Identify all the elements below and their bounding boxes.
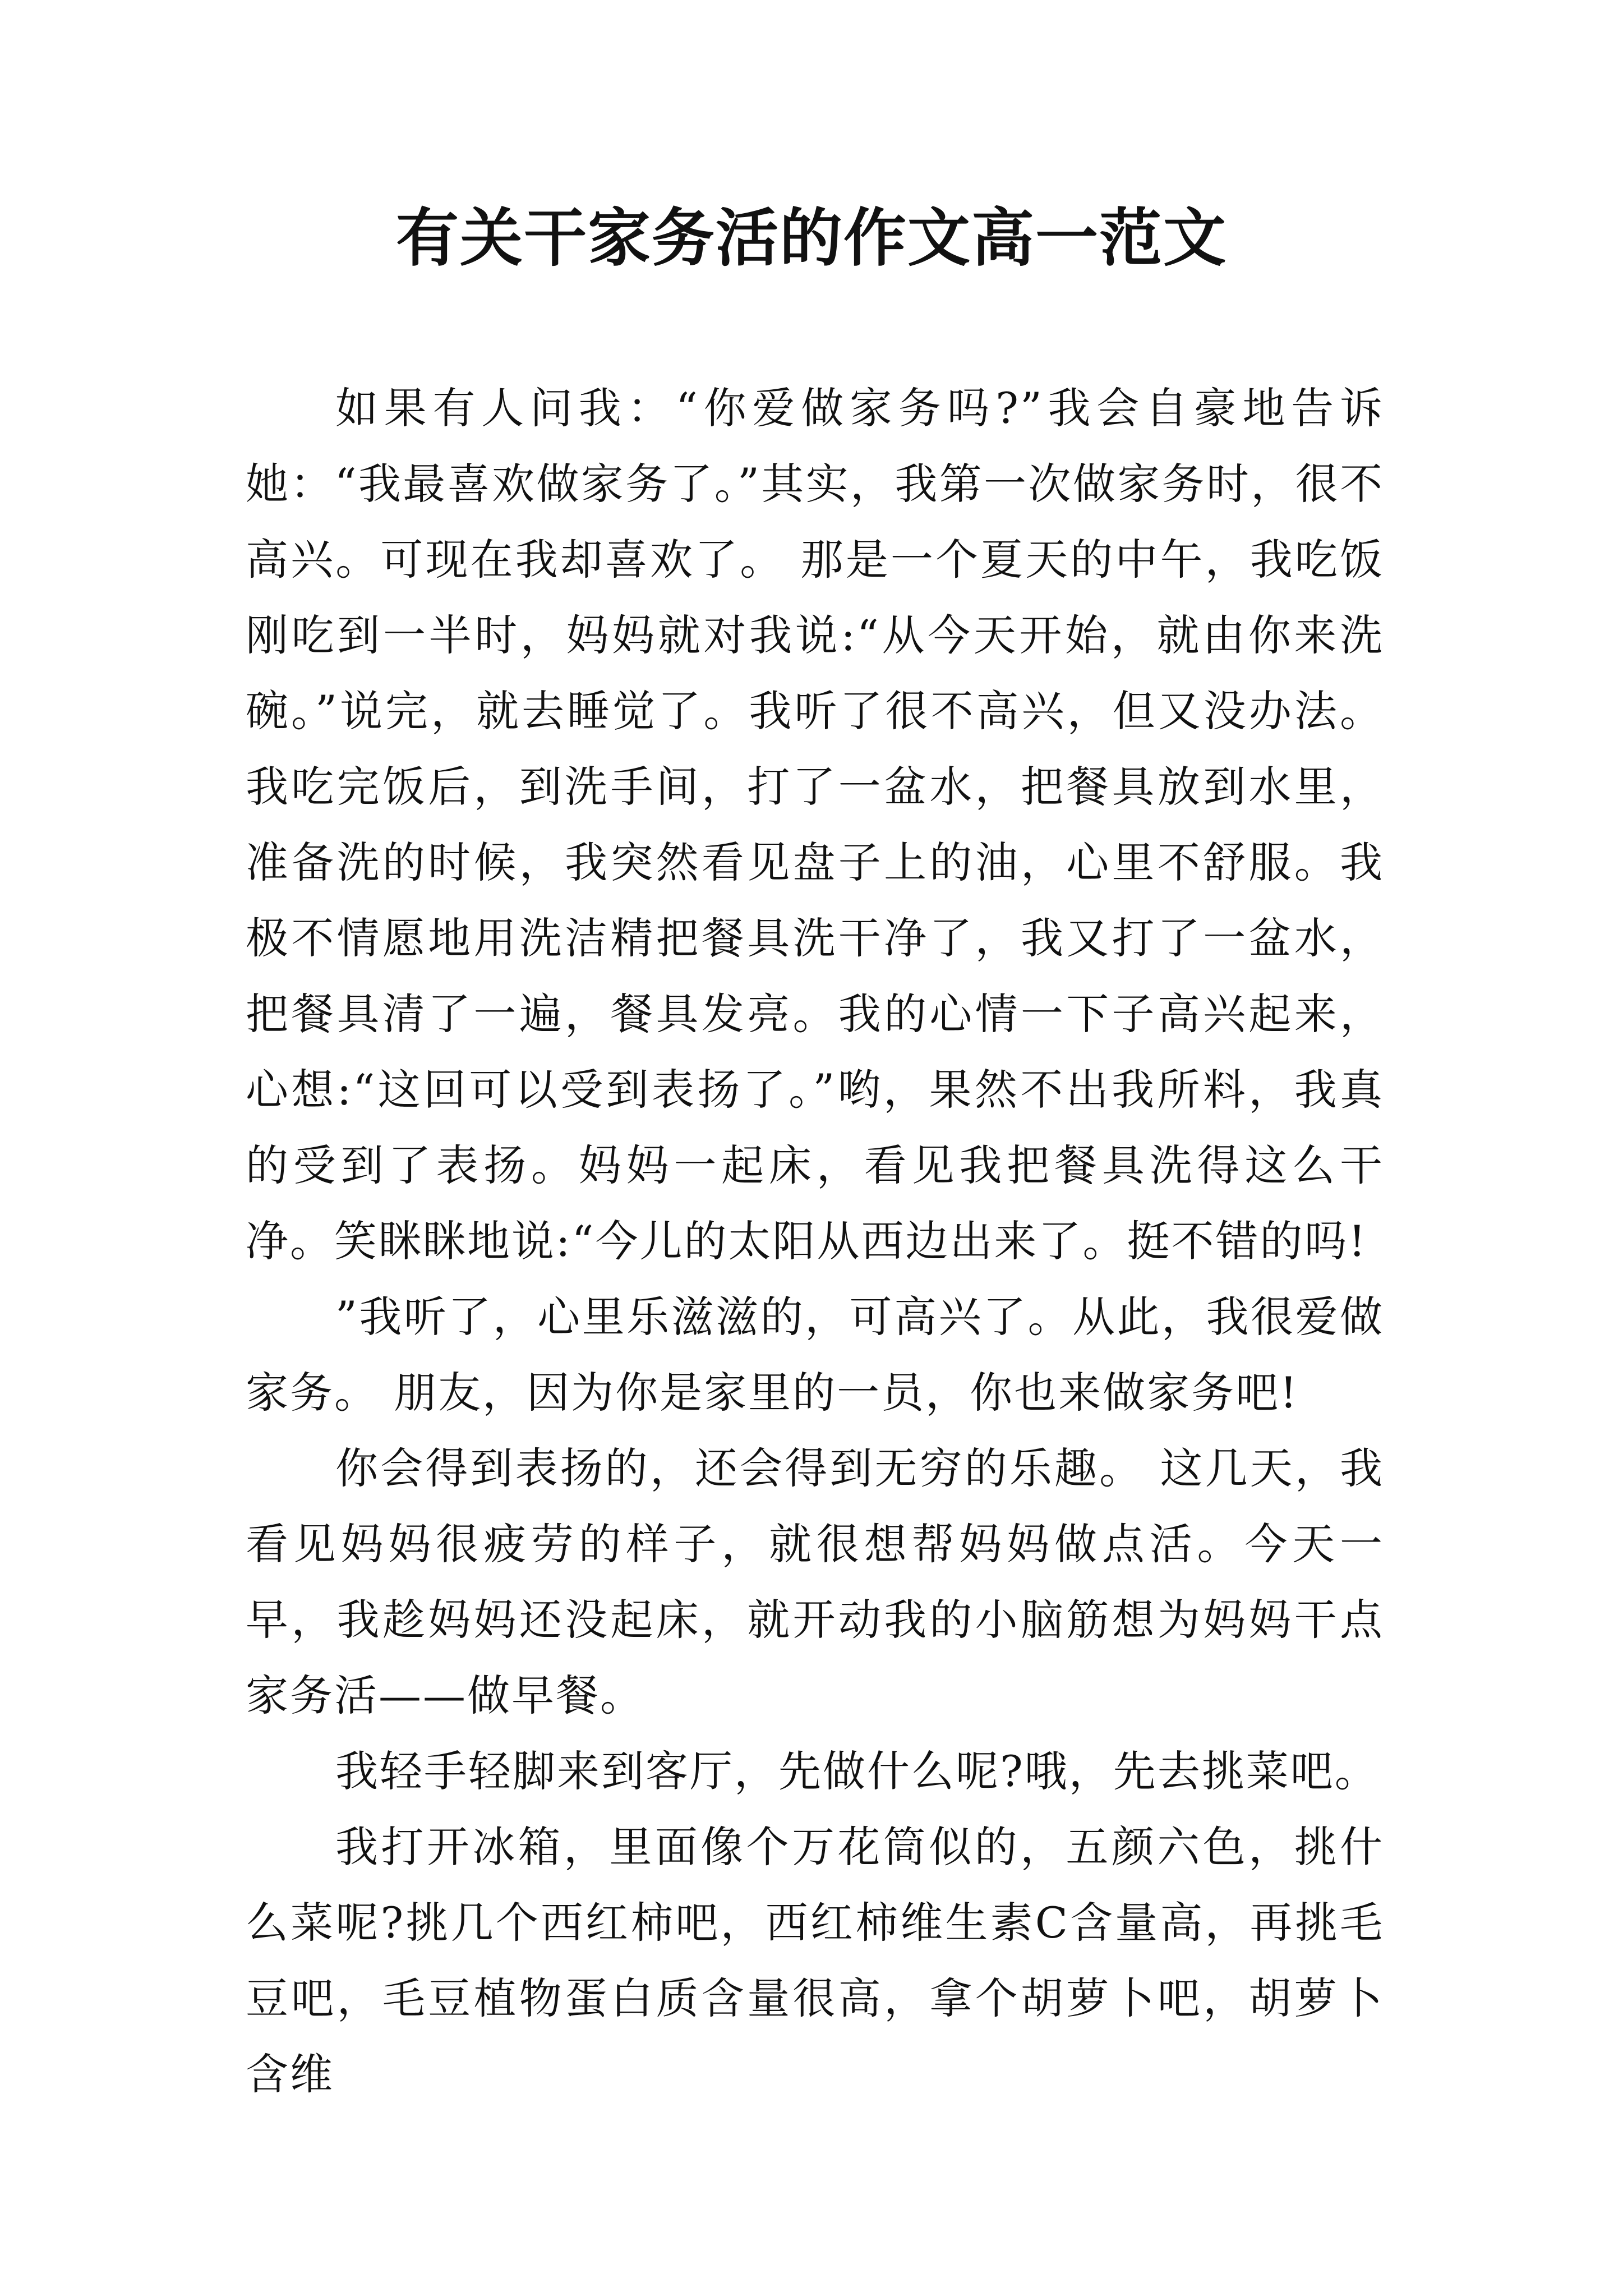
paragraph-5: 我打开冰箱，里面像个万花筒似的，五颜六色，挑什么菜呢?挑几个西红柿吧，西红柿维生素C含量高，再挑毛豆吧，毛豆植物蛋白质含量很高，拿个胡萝卜吧，胡萝卜含维	[246, 1822, 1384, 2099]
paragraph-4: 我轻手轻脚来到客厅，先做什么呢?哦，先去挑菜吧。	[335, 1746, 1379, 1796]
essay-body	[246, 370, 1384, 2112]
paragraph-2: ”我听了，心里乐滋滋的，可高兴了。从此，我很爱做家务。 朋友，因为你是家里的一员，你也来做家务吧!	[246, 1292, 1384, 1418]
paragraph-3: 你会得到表扬的，还会得到无穷的乐趣。 这几天，我看见妈妈很疲劳的样子，就很想帮妈妈做点活。今天一早，我趁妈妈还没起床，就开动我的小脑筋想为妈妈干点家务活——做早餐。	[246, 1443, 1384, 1720]
paragraph-1: 如果有人问我：“你爱做家务吗?”我会自豪地告诉她：“我最喜欢做家务了。”其实，我第一次做家务时，很不高兴。可现在我却喜欢了。 那是一个夏天的中午，我吃饭刚吃到一半时，妈妈就对我说:“从今天开始，就由你来洗碗。”说完，就去睡觉了。我听了很不高兴，但又没办法。我吃完饭后，到洗手间，打了一盆水，把餐具放到水里，准备洗的时候，我突然看见盘子上的油，心里不舒服。我极不情愿地用洗洁精把餐具洗干净了，我又打了一盆水，把餐具清了一遍，餐具发亮。我的心情一下子高兴起来，心想:“这回可以受到表扬了。”哟，果然不出我所料，我真的受到了表扬。妈妈一起床，看见我把餐具洗得这么干净。笑眯眯地说:“今儿的太阳从西边出来了。挺不错的吗!	[246, 383, 1384, 1266]
page-title: 有关干家务活的作文高一范文	[396, 201, 1227, 275]
